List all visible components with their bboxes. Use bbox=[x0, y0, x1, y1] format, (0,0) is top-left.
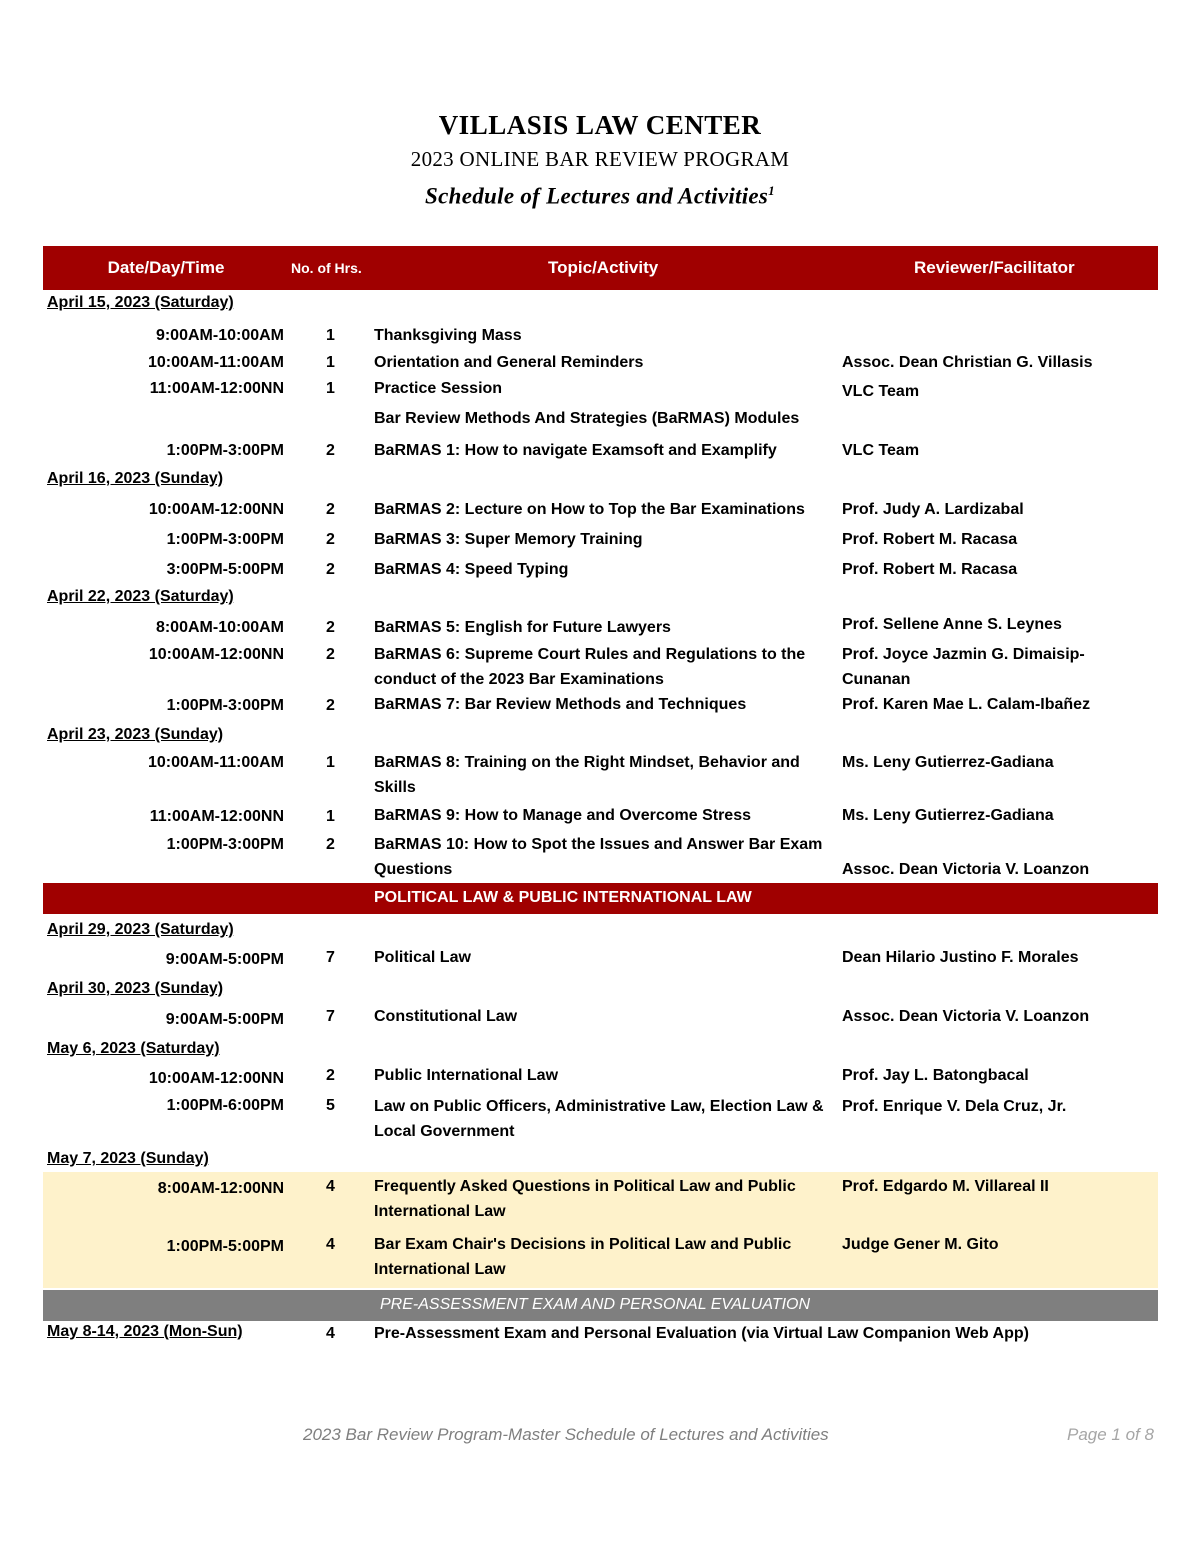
row-topic: Bar Review Methods And Strategies (BaRMAS) Modules bbox=[374, 410, 800, 427]
row-topic: Public International Law bbox=[374, 1067, 559, 1084]
row-hours: 2 bbox=[326, 501, 335, 518]
row-time: 1:00PM-5:00PM bbox=[166, 1238, 284, 1255]
row-time: 11:00AM-12:00NN bbox=[149, 380, 284, 397]
row-topic: Orientation and General Reminders bbox=[374, 354, 644, 371]
row-topic: BaRMAS 5: English for Future Lawyers bbox=[374, 619, 671, 636]
row-hours: 2 bbox=[326, 1067, 335, 1084]
row-topic: BaRMAS 6: Supreme Court Rules and Regulations to the conduct of the 2023 Bar Examinations bbox=[374, 646, 806, 688]
row-topic: Thanksgiving Mass bbox=[374, 327, 522, 344]
row-hours: 4 bbox=[326, 1236, 335, 1253]
row-reviewer: Prof. Enrique V. Dela Cruz, Jr. bbox=[842, 1098, 1067, 1115]
date-heading: April 15, 2023 (Saturday) bbox=[47, 294, 234, 311]
table-header bbox=[43, 246, 1158, 290]
row-topic: BaRMAS 3: Super Memory Training bbox=[374, 531, 643, 548]
row-topic: Practice Session bbox=[374, 380, 503, 397]
row-hours: 7 bbox=[326, 949, 335, 966]
section-label: PRE-ASSESSMENT EXAM AND PERSONAL EVALUATION bbox=[380, 1296, 811, 1313]
row-reviewer: Assoc. Dean Victoria V. Loanzon bbox=[842, 1008, 1090, 1025]
row-hours: 2 bbox=[326, 697, 335, 714]
row-topic: Pre-Assessment Exam and Personal Evaluation (via Virtual Law Companion Web App) bbox=[374, 1325, 1029, 1342]
row-reviewer: Prof. Karen Mae L. Calam-Ibañez bbox=[842, 696, 1091, 713]
row-hours: 1 bbox=[326, 808, 335, 825]
row-reviewer: VLC Team bbox=[842, 383, 920, 400]
row-hours: 2 bbox=[326, 646, 335, 663]
row-time: 10:00AM-12:00NN bbox=[148, 1070, 284, 1087]
row-reviewer: Prof. Edgardo M. Villareal II bbox=[842, 1178, 1049, 1195]
row-hours: 4 bbox=[326, 1178, 335, 1195]
date-heading: April 16, 2023 (Sunday) bbox=[47, 470, 224, 487]
row-hours: 2 bbox=[326, 619, 335, 636]
row-topic: Constitutional Law bbox=[374, 1008, 518, 1025]
page-number: Page 1 of 8 bbox=[1067, 1425, 1154, 1444]
date-heading: April 30, 2023 (Sunday) bbox=[47, 980, 224, 997]
row-hours: 2 bbox=[326, 531, 335, 548]
header-topic: Topic/Activity bbox=[548, 258, 659, 277]
row-time: 1:00PM-3:00PM bbox=[166, 531, 284, 548]
row-topic: BaRMAS 1: How to navigate Examsoft and Examplify bbox=[374, 442, 777, 459]
row-hours: 2 bbox=[326, 836, 335, 853]
row-reviewer: Prof. Judy A. Lardizabal bbox=[842, 501, 1024, 518]
row-topic: Law on Public Officers, Administrative Law, Election Law & Local Government bbox=[374, 1098, 824, 1140]
row-time: 10:00AM-12:00NN bbox=[148, 501, 284, 518]
row-topic: Frequently Asked Questions in Political Law and Public International Law bbox=[374, 1178, 796, 1220]
row-reviewer: Prof. Joyce Jazmin G. Dimaisip-Cunanan bbox=[842, 646, 1085, 688]
header-hours: No. of Hrs. bbox=[291, 260, 362, 276]
footer-text: 2023 Bar Review Program-Master Schedule of Lectures and Activities bbox=[303, 1425, 829, 1444]
divider bbox=[289, 914, 329, 916]
row-time: 3:00PM-5:00PM bbox=[166, 561, 284, 578]
row-time: 10:00AM-11:00AM bbox=[147, 354, 284, 371]
row-topic: BaRMAS 10: How to Spot the Issues and Answer Bar Exam Questions bbox=[374, 836, 823, 878]
row-reviewer: Prof. Robert M. Racasa bbox=[842, 531, 1018, 548]
row-time: 9:00AM-5:00PM bbox=[165, 1011, 284, 1028]
row-reviewer: Assoc. Dean Victoria V. Loanzon bbox=[842, 861, 1090, 878]
row-time: 1:00PM-3:00PM bbox=[166, 836, 284, 853]
date-heading: April 23, 2023 (Sunday) bbox=[47, 726, 224, 743]
row-reviewer: Judge Gener M. Gito bbox=[842, 1236, 999, 1253]
row-hours: 2 bbox=[326, 442, 335, 459]
schedule-subtitle: Schedule of Lectures and Activities$^1$ bbox=[425, 183, 775, 209]
row-time: 1:00PM-3:00PM bbox=[166, 442, 284, 459]
row-reviewer: Prof. Jay L. Batongbacal bbox=[842, 1067, 1029, 1084]
row-hours: 1 bbox=[326, 380, 335, 397]
row-hours: 5 bbox=[326, 1097, 335, 1114]
row-topic: BaRMAS 2: Lecture on How to Top the Bar Examinations bbox=[374, 501, 805, 518]
date-heading: May 8-14, 2023 (Mon-Sun) bbox=[47, 1323, 243, 1340]
row-topic: BaRMAS 4: Speed Typing bbox=[374, 561, 569, 578]
row-reviewer: VLC Team bbox=[842, 442, 920, 459]
footnote-mark: 1 bbox=[768, 183, 775, 198]
date-heading: April 29, 2023 (Saturday) bbox=[47, 921, 234, 938]
row-topic: Political Law bbox=[374, 949, 471, 966]
row-topic: BaRMAS 8: Training on the Right Mindset, Behavior and Skills bbox=[374, 754, 800, 796]
row-time: 10:00AM-11:00AM bbox=[147, 754, 284, 771]
row-reviewer: Prof. Robert M. Racasa bbox=[842, 561, 1018, 578]
row-topic: BaRMAS 7: Bar Review Methods and Techniques bbox=[374, 696, 747, 713]
section-political-law bbox=[43, 883, 1158, 914]
row-hours: 4 bbox=[326, 1325, 335, 1342]
row-time: 8:00AM-12:00NN bbox=[157, 1180, 284, 1197]
row-topic: BaRMAS 9: How to Manage and Overcome Stress bbox=[374, 807, 751, 824]
date-heading: April 22, 2023 (Saturday) bbox=[47, 588, 234, 605]
date-heading: May 7, 2023 (Sunday) bbox=[47, 1150, 209, 1167]
row-hours: 7 bbox=[326, 1008, 335, 1025]
row-time: 10:00AM-12:00NN bbox=[148, 646, 284, 663]
row-hours: 2 bbox=[326, 561, 335, 578]
row-reviewer: Dean Hilario Justino F. Morales bbox=[842, 949, 1079, 966]
section-label: POLITICAL LAW & PUBLIC INTERNATIONAL LAW bbox=[374, 889, 752, 906]
row-hours: 1 bbox=[326, 327, 335, 344]
row-time: 1:00PM-3:00PM bbox=[166, 697, 284, 714]
row-hours: 1 bbox=[326, 754, 335, 771]
row-time: 9:00AM-5:00PM bbox=[165, 951, 284, 968]
row-reviewer: Prof. Sellene Anne S. Leynes bbox=[842, 616, 1062, 633]
row-time: 1:00PM-6:00PM bbox=[166, 1097, 284, 1114]
row-time: 11:00AM-12:00NN bbox=[149, 808, 284, 825]
program-title: 2023 ONLINE BAR REVIEW PROGRAM bbox=[410, 147, 790, 171]
row-time: 9:00AM-10:00AM bbox=[155, 327, 284, 344]
header-date: Date/Day/Time bbox=[107, 258, 225, 277]
row-time: 8:00AM-10:00AM bbox=[155, 619, 284, 636]
section-pre-assessment bbox=[43, 1290, 1158, 1321]
row-reviewer: Ms. Leny Gutierrez-Gadiana bbox=[842, 807, 1054, 824]
org-title: VILLASIS LAW CENTER bbox=[438, 110, 762, 140]
row-reviewer: Assoc. Dean Christian G. Villasis bbox=[842, 354, 1093, 371]
row-topic: Bar Exam Chair's Decisions in Political Law and Public International Law bbox=[374, 1236, 792, 1278]
row-hours: 1 bbox=[326, 354, 335, 371]
row-reviewer: Ms. Leny Gutierrez-Gadiana bbox=[842, 754, 1054, 771]
date-heading: May 6, 2023 (Saturday) bbox=[47, 1040, 220, 1057]
header-reviewer: Reviewer/Facilitator bbox=[914, 258, 1075, 277]
